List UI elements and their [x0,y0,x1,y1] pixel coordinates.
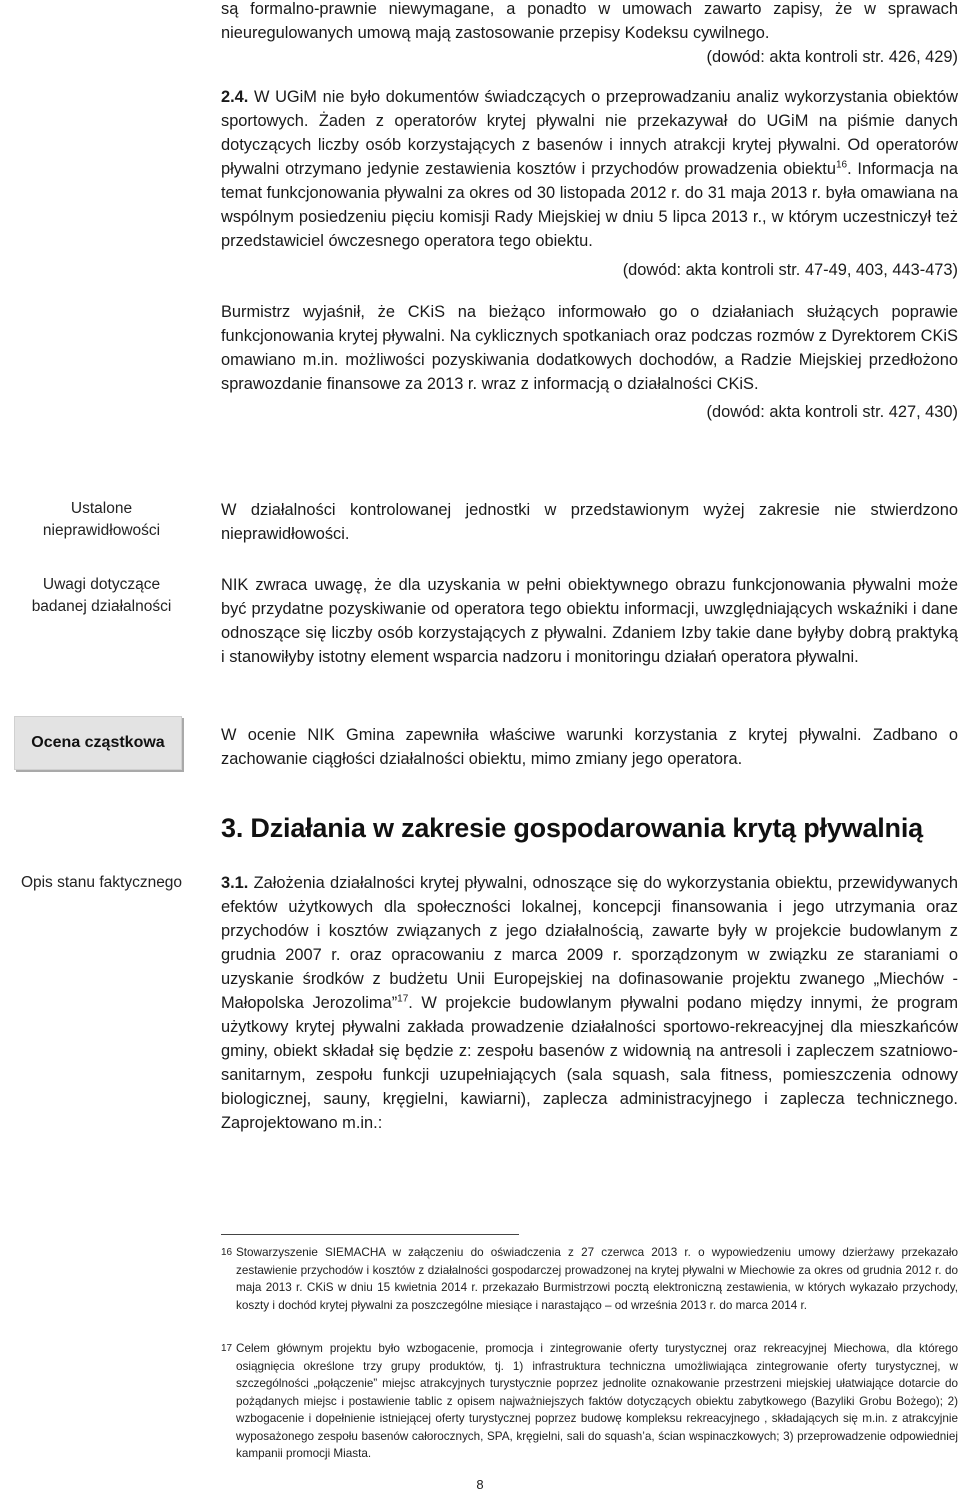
paragraph-text: . W projekcie budowlanym pływalni podano między innymi, że program użytkowy krytej pływalni zakłada prowadzenie działalności sportowo-rekreacyjnej dla mieszkańców gminy, obiekt składał się będzie z: zespołu basenów z widownią na antresoli i zapleczem szatniowo-sanitarnym, zespołu funkcji uzupełniających (sala squash, sala fitness, pomieszczenia odnowy biologicznej, sauny, kręgielni, kawiarni), zaplecza administracyjnego i zaplecza technicznego. Zaprojektowano m.in.: [221,994,958,1132]
section-2-4-paragraph [221,85,958,253]
evidence-reference: (dowód: akta kontroli str. 427, 430) [706,403,958,421]
paragraph-text: . Informacja na temat funkcjonowania pływalni za okres od 30 listopada 2012 r. do 31 maja 2013 r. była omawiana na wspólnym posiedzeniu pięciu komisji Rady Miejskiej w dniu 5 lipca 2013 r., w którym uczestniczył też przedstawiciel ówczesnego operatora tego obiektu. [221,160,958,250]
footnote-number: 17 [221,1343,233,1354]
section-3-1-paragraph [221,871,958,1135]
paragraph-text: W działalności kontrolowanej jednostki w przedstawionym wyżej zakresie nie stwierdzono nieprawidłowości. [221,501,958,543]
footnote-ref: 17 [397,993,409,1005]
footnote-ref: 16 [835,159,848,171]
section-3-1 [221,871,958,1135]
evidence-reference: (dowód: akta kontroli str. 47-49, 403, 443-473) [622,261,958,279]
findings-ocena [221,723,958,771]
paragraph-text: są formalno-prawnie niewymagane, a ponadto w umowach zawarto zapisy, że w sprawach nieuregulowanych umową mają zastosowanie przepisy Kodeksu cywilnego. [221,0,958,42]
section-2-4 [221,85,958,424]
paragraph-text: W ocenie NIK Gmina zapewniła właściwe warunki korzystania z krytej pływalni. Zadbano o zachowanie ciągłości działalności obiektu, mimo zmiany jego operatora. [221,726,958,768]
footnote-text: Stowarzyszenie SIEMACHA w załączeniu do oświadczenia z 27 czerwca 2013 r. o wypowiedzeniu umowy dzierżawy przekazało zestawienie przychodów i kosztów z działalności gospodarczej prowadzonej na krytej pływalni w Miechowie za okres od grudnia 2012 r. do maja 2013 r. CKiS w dniu 15 kwietnia 2014 r. przekazało Burmistrzowi pocztą elektroniczną zestawienia, w których wykazało przychody, koszty i dochód krytej pływalni za poszczególne miesiące i narastająco – od września 2013 r. do marca 2014 r. [236,1246,958,1312]
paragraph-text: Założenia działalności krytej pływalni, odnoszące się do wykorzystania obiektu, przewidywanych efektów użytkowych dla społeczności lokalnej, koncepcji finansowania i jego utrzymania oraz przychodów i kosztów związanych z jego działalnością, zawarte były w projekcie budowlanym z grudnia 2007 r. oraz opracowaniu z marca 2009 r. sporządzonym w związku ze staraniami o uzyskanie środków z budżetu Unii Europejskiej na dofinasowanie projektu zwanego „Miechów - Małopolska Jerozolima” [221,874,958,1012]
sidebar-label-ocena: Ocena cząstkowa [14,716,182,770]
evidence-reference: (dowód: akta kontroli str. 426, 429) [706,48,958,66]
paragraph-text: Burmistrz wyjaśnił, że CKiS na bieżąco informowało go o działaniach służących poprawie funkcjonowania krytej pływalni. Na cyklicznych spotkaniach oraz podczas rozmów z Dyrektorem CKiS omawiano m.in. możliwości pozyskiwania dodatkowych dochodów, a Radzie Miejskiej przedłożono sprawozdanie finansowe za 2013 r. wraz z informacją o działalności CKiS. [221,303,958,393]
paragraph-continuation [221,0,958,69]
section-number: 2.4. [221,88,249,106]
footnote-16 [221,1244,958,1314]
sidebar-label-ustalone: Ustalone nieprawidłowości [42,500,161,539]
sidebar-label-uwagi: Uwagi dotyczące badanej działalności [31,576,172,615]
page-number: 8 [476,1477,484,1492]
footnote-17 [221,1340,958,1463]
footnote-divider [221,1234,519,1235]
section-3-heading: 3. Działania w zakresie gospodarowania krytą pływalnią [221,813,923,843]
paragraph-text: W UGiM nie było dokumentów świadczących o przeprowadzaniu analiz wykorzystania obiektów sportowych. Żaden z operatorów krytej pływalni nie przekazywał do UGiM na piśmie danych dotyczących liczby osób korzystających z basenów i innych atrakcji krytej pływalni. Od operatorów pływalni otrzymano jedynie zestawienia kosztów i przychodów prowadzenia obiektu [221,88,958,178]
findings-ustalone [221,498,958,546]
footnote-number: 16 [221,1247,233,1258]
findings-uwagi [221,573,958,669]
paragraph-text: NIK zwraca uwagę, że dla uzyskania w pełni obiektywnego obrazu funkcjonowania pływalni może być przydatne pozyskiwanie od operatora tego obiektu informacji, uwzględniających wskaźniki i dane odnoszące się liczby osób korzystających z pływalni. Zdaniem Izby takie dane byłyby dobrą praktyką i stanowiłyby istotny element wsparcia nadzoru i monitoringu działań operatora pływalni. [221,576,958,666]
sidebar-label-opis: Opis stanu faktycznego [20,874,183,891]
section-number: 3.1. [221,874,249,892]
footnote-text: Celem głównym projektu było wzbogacenie, promocja i zintegrowanie oferty turystycznej oraz rekreacyjnej Miechowa, dla którego osiągnięcia określone trzy grupy produktów, tj. 1) infrastruktura techniczna umożliwiająca zintegrowanie oferty turystycznej, w szczególności „połączenie” miejsc atrakcyjnych turystycznie poprzez jednolite oznakowanie przestrzeni miejskiej ułatwiające dotarcie do pożądanych miejsc i postawienie tablic z opisem najważniejszych faktów dotyczących obiektu zabytkowego (Bazyliki Grobu Bożego); 2) wzbogacenie i dopełnienie istniejącej oferty turystycznej poprzez budowę kompleksu rekreacyjnego , składających się m.in. z atrakcyjnie wyposażonego zespołu basenów całorocznych, SPA, kręgielni, sali do squash’a, ścian wspinaczkowych; 3) przeprowadzenie odpowiedniej kampanii promocji Miasta. [236,1342,958,1460]
